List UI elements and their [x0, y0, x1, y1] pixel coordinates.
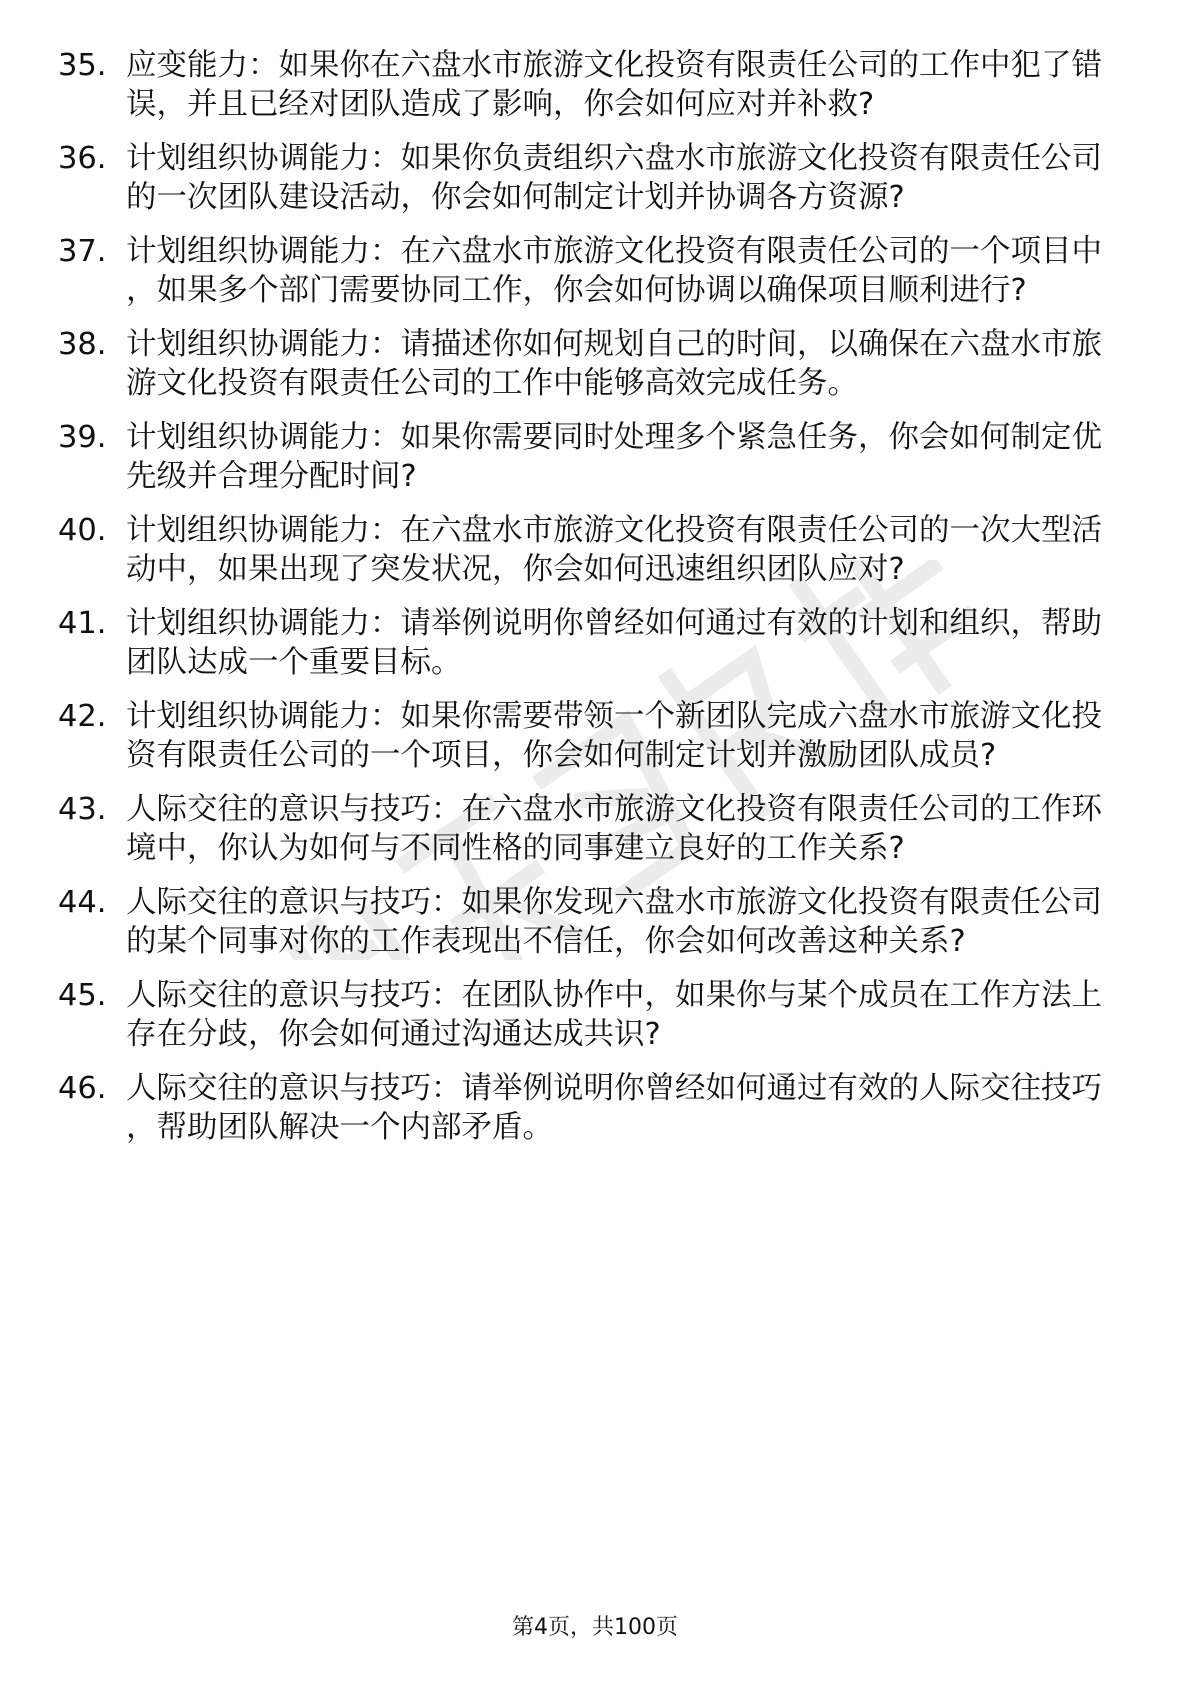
list-item	[58, 604, 1118, 682]
question-text: 人际交往的意识与技巧：如果你发现六盘水市旅游文化投资有限责任公司的某个同事对你的工作表现出不信任，你会如何改善这种关系?	[126, 885, 1102, 959]
list-item	[58, 1069, 1118, 1147]
question-text: 人际交往的意识与技巧：在六盘水市旅游文化投资有限责任公司的工作环境中，你认为如何与不同性格的同事建立良好的工作关系?	[126, 792, 1102, 866]
question-number: 38.	[58, 327, 107, 362]
question-text: 计划组织协调能力：如果你需要同时处理多个紧急任务，你会如何制定优先级并合理分配时间?	[126, 420, 1102, 494]
question-text: 计划组织协调能力：在六盘水市旅游文化投资有限责任公司的一次大型活动中，如果出现了突发状况，你会如何迅速组织团队应对?	[126, 513, 1102, 587]
question-number: 35.	[58, 48, 107, 83]
list-item	[58, 46, 1118, 124]
list-item	[58, 790, 1118, 868]
question-number: 45.	[58, 978, 107, 1013]
question-number: 46.	[58, 1071, 107, 1106]
question-text: 计划组织协调能力：请描述你如何规划自己的时间，以确保在六盘水市旅游文化投资有限责任公司的工作中能够高效完成任务。	[126, 327, 1102, 401]
list-item	[58, 697, 1118, 775]
question-text: 人际交往的意识与技巧：在团队协作中，如果你与某个成员在工作方法上存在分歧，你会如何通过沟通达成共识?	[126, 978, 1102, 1052]
question-number: 43.	[58, 792, 107, 827]
question-text: 计划组织协调能力：如果你需要带领一个新团队完成六盘水市旅游文化投资有限责任公司的一个项目，你会如何制定计划并激励团队成员?	[126, 699, 1102, 773]
list-item	[58, 976, 1118, 1054]
question-number: 40.	[58, 513, 107, 548]
question-number: 36.	[58, 141, 107, 176]
list-item	[58, 511, 1118, 589]
list-item	[58, 232, 1118, 310]
page-footer: 第4页，共100页	[512, 1615, 678, 1640]
question-text: 人际交往的意识与技巧：请举例说明你曾经如何通过有效的人际交往技巧，帮助团队解决一个内部矛盾。	[126, 1071, 1102, 1145]
list-item	[58, 883, 1118, 961]
list-item	[58, 418, 1118, 496]
list-item	[58, 325, 1118, 403]
question-number: 42.	[58, 699, 107, 734]
list-item	[58, 139, 1118, 217]
question-number: 41.	[58, 606, 107, 641]
question-number: 39.	[58, 420, 107, 455]
question-text: 计划组织协调能力：在六盘水市旅游文化投资有限责任公司的一个项目中，如果多个部门需要协同工作，你会如何协调以确保项目顺利进行?	[126, 234, 1102, 308]
question-number: 37.	[58, 234, 107, 269]
question-text: 计划组织协调能力：请举例说明你曾经如何通过有效的计划和组织，帮助团队达成一个重要目标。	[126, 606, 1102, 680]
question-list	[58, 46, 1118, 1162]
question-text: 计划组织协调能力：如果你负责组织六盘水市旅游文化投资有限责任公司的一次团队建设活动，你会如何制定计划并协调各方资源?	[126, 141, 1102, 215]
question-text: 应变能力：如果你在六盘水市旅游文化投资有限责任公司的工作中犯了错误，并且已经对团队造成了影响，你会如何应对并补救?	[126, 48, 1102, 122]
question-number: 44.	[58, 885, 107, 920]
